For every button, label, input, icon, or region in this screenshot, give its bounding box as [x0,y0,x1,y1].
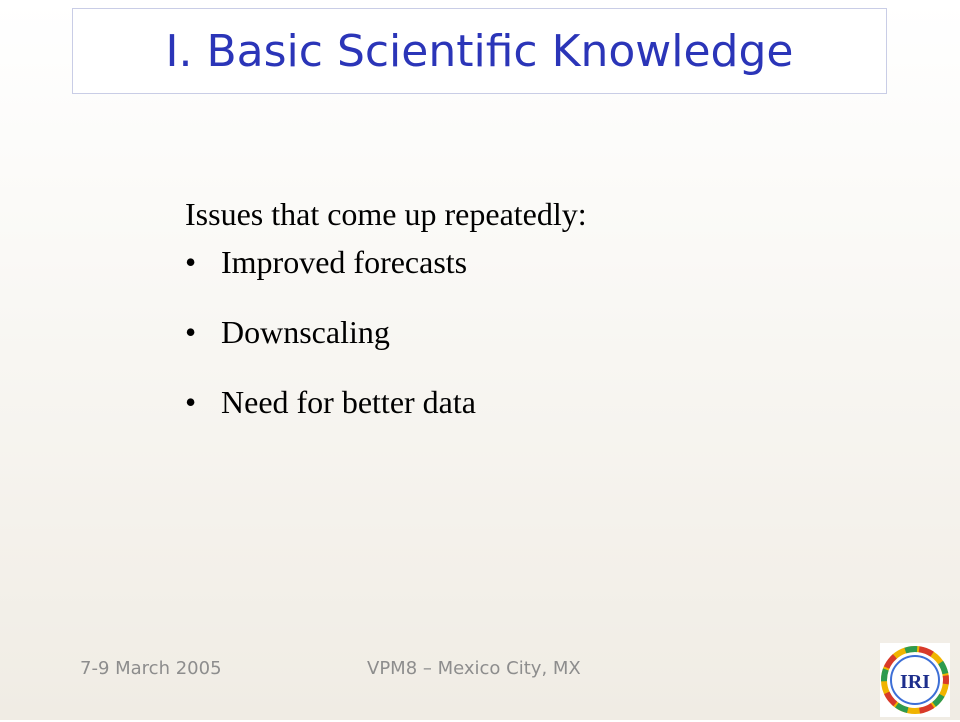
bullet-text: Need for better data [221,384,476,420]
intro-text: Issues that come up repeatedly: [185,196,587,232]
footer-event: VPM8 – Mexico City, MX [367,658,581,679]
bullet-icon: • [185,314,197,350]
slide-title: I. Basic Scientific Knowledge [165,25,794,77]
footer-date: 7-9 March 2005 [80,658,222,679]
iri-logo-icon [880,643,950,717]
logo-text: IRI [899,671,931,693]
bullet-item [185,380,885,424]
bullet-text: Downscaling [221,314,390,350]
bullet-item [185,310,885,354]
bullet-text: Improved forecasts [221,244,468,280]
bullet-item [185,240,885,284]
slide-content [185,192,885,450]
title-box [72,8,887,94]
bullet-list [185,240,885,424]
bullet-icon: • [185,384,197,420]
bullet-icon: • [185,244,197,280]
